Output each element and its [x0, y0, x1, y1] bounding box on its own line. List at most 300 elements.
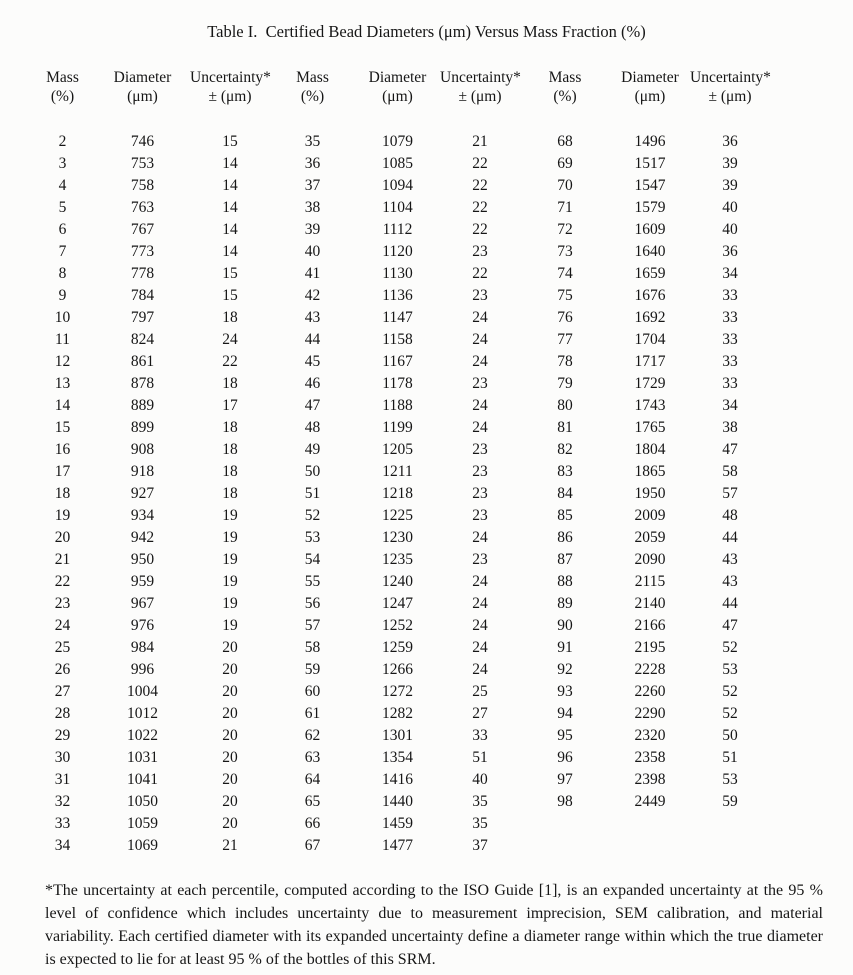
cell-diameter: 889	[130, 397, 155, 414]
cell-uncertainty: 48	[722, 507, 738, 524]
cell-mass: 2	[58, 133, 67, 150]
cell-mass: 88	[557, 573, 573, 590]
col-header-mass: Mass	[46, 69, 79, 86]
col-unit-diameter: (μm)	[127, 88, 158, 105]
cell-mass: 25	[54, 639, 71, 656]
cell-uncertainty: 20	[222, 793, 238, 810]
cell-mass: 79	[557, 375, 573, 392]
cell-uncertainty: 47	[722, 617, 738, 634]
cell-uncertainty: 59	[722, 793, 738, 810]
cell-uncertainty: 47	[722, 441, 738, 458]
cell-diameter: 1094	[382, 177, 413, 194]
cell-uncertainty: 21	[222, 837, 238, 854]
cell-diameter: 959	[130, 573, 155, 590]
cell-diameter: 1729	[634, 375, 666, 392]
cell-diameter: 773	[130, 243, 155, 260]
cell-diameter: 1004	[127, 683, 158, 700]
cell-uncertainty: 23	[472, 441, 488, 458]
col-header-mass: Mass	[296, 69, 329, 86]
col-unit-uncertainty: ± (μm)	[458, 88, 502, 105]
cell-mass: 24	[54, 617, 71, 634]
table-row	[30, 219, 770, 241]
cell-mass: 4	[58, 177, 67, 194]
cell-uncertainty: 39	[722, 155, 738, 172]
cell-uncertainty: 24	[472, 309, 488, 326]
col-unit-uncertainty: ± (μm)	[708, 88, 752, 105]
cell-uncertainty: 19	[222, 507, 238, 524]
cell-mass: 91	[557, 639, 573, 656]
cell-uncertainty: 53	[722, 771, 738, 788]
cell-uncertainty: 24	[472, 529, 488, 546]
cell-mass: 8	[58, 265, 67, 282]
cell-diameter: 1609	[634, 221, 666, 238]
cell-diameter: 1266	[382, 661, 413, 678]
cell-uncertainty: 33	[722, 287, 738, 304]
table-row	[30, 153, 770, 175]
cell-uncertainty: 18	[222, 485, 238, 502]
cell-diameter: 1259	[382, 639, 413, 656]
cell-mass: 78	[557, 353, 573, 370]
cell-diameter: 2320	[634, 727, 666, 744]
cell-diameter: 1743	[634, 397, 666, 414]
cell-uncertainty: 24	[472, 639, 488, 656]
cell-diameter: 1692	[634, 309, 666, 326]
table-row	[30, 241, 770, 263]
cell-diameter: 1147	[382, 309, 413, 326]
cell-uncertainty: 33	[722, 309, 738, 326]
cell-uncertainty: 24	[472, 661, 488, 678]
cell-diameter: 1640	[634, 243, 666, 260]
cell-uncertainty: 15	[222, 133, 238, 150]
table-row	[30, 505, 770, 527]
cell-diameter: 2090	[634, 551, 666, 568]
cell-diameter: 1136	[382, 287, 413, 304]
table-row	[30, 549, 770, 571]
cell-uncertainty: 19	[222, 573, 238, 590]
cell-uncertainty: 18	[222, 463, 238, 480]
cell-diameter: 950	[130, 551, 155, 568]
cell-mass: 45	[304, 353, 321, 370]
cell-diameter: 1496	[634, 133, 666, 150]
cell-diameter: 1717	[634, 353, 666, 370]
cell-diameter: 2115	[634, 573, 666, 590]
table-row	[30, 263, 770, 285]
cell-diameter: 1218	[382, 485, 413, 502]
cell-mass: 83	[557, 463, 573, 480]
cell-mass: 62	[304, 727, 321, 744]
cell-uncertainty: 24	[472, 419, 488, 436]
cell-mass: 98	[557, 793, 573, 810]
cell-mass: 80	[557, 397, 573, 414]
cell-mass: 48	[304, 419, 321, 436]
cell-mass: 97	[557, 771, 573, 788]
bead-diameter-table	[30, 68, 770, 857]
cell-diameter: 2358	[634, 749, 666, 766]
cell-uncertainty: 52	[722, 683, 738, 700]
cell-uncertainty: 35	[472, 815, 488, 832]
cell-diameter: 2290	[634, 705, 666, 722]
cell-mass: 43	[304, 309, 321, 326]
cell-mass: 39	[304, 221, 321, 238]
table-row	[30, 813, 770, 835]
cell-diameter: 1230	[382, 529, 413, 546]
cell-mass: 21	[54, 551, 71, 568]
table-row	[30, 769, 770, 791]
cell-diameter: 1130	[382, 265, 413, 282]
table-row	[30, 307, 770, 329]
cell-mass: 58	[304, 639, 321, 656]
table-row	[30, 703, 770, 725]
cell-mass: 60	[304, 683, 321, 700]
cell-uncertainty: 20	[222, 661, 238, 678]
cell-mass: 92	[557, 661, 573, 678]
cell-uncertainty: 23	[472, 551, 488, 568]
cell-uncertainty: 15	[222, 287, 238, 304]
cell-diameter: 778	[130, 265, 155, 282]
cell-mass: 75	[557, 287, 573, 304]
cell-mass: 33	[54, 815, 71, 832]
cell-diameter: 927	[130, 485, 155, 502]
cell-mass: 9	[58, 287, 67, 304]
cell-mass: 96	[557, 749, 573, 766]
table-row	[30, 175, 770, 197]
cell-uncertainty: 18	[222, 309, 238, 326]
cell-diameter: 1547	[634, 177, 666, 194]
table-row	[30, 791, 770, 813]
cell-uncertainty: 20	[222, 749, 238, 766]
table-row	[30, 659, 770, 681]
cell-uncertainty: 20	[222, 771, 238, 788]
cell-uncertainty: 23	[472, 485, 488, 502]
cell-mass: 10	[54, 309, 71, 326]
cell-diameter: 2009	[634, 507, 666, 524]
cell-uncertainty: 27	[472, 705, 488, 722]
cell-diameter: 942	[130, 529, 155, 546]
cell-diameter: 878	[130, 375, 155, 392]
cell-mass: 71	[557, 199, 573, 216]
cell-mass: 13	[54, 375, 71, 392]
cell-mass: 64	[304, 771, 321, 788]
cell-diameter: 746	[130, 133, 155, 150]
cell-diameter: 1031	[127, 749, 158, 766]
table-row	[30, 197, 770, 219]
cell-uncertainty: 19	[222, 551, 238, 568]
cell-uncertainty: 22	[472, 199, 488, 216]
cell-diameter: 984	[130, 639, 155, 656]
cell-diameter: 1112	[382, 221, 413, 238]
cell-mass: 26	[54, 661, 71, 678]
cell-diameter: 1188	[382, 397, 413, 414]
cell-diameter: 1240	[382, 573, 413, 590]
cell-uncertainty: 19	[222, 595, 238, 612]
cell-mass: 12	[54, 353, 71, 370]
cell-diameter: 2140	[634, 595, 666, 612]
cell-uncertainty: 24	[472, 397, 488, 414]
cell-diameter: 797	[130, 309, 155, 326]
cell-diameter: 763	[130, 199, 155, 216]
cell-uncertainty: 24	[472, 595, 488, 612]
cell-uncertainty: 17	[222, 397, 238, 414]
cell-uncertainty: 22	[472, 265, 488, 282]
cell-uncertainty: 23	[472, 287, 488, 304]
cell-diameter: 753	[130, 155, 155, 172]
cell-uncertainty: 14	[222, 155, 238, 172]
cell-mass: 59	[304, 661, 321, 678]
cell-uncertainty: 33	[722, 353, 738, 370]
cell-diameter: 1012	[127, 705, 158, 722]
cell-mass: 46	[304, 375, 321, 392]
cell-diameter: 1235	[382, 551, 413, 568]
table-row	[30, 395, 770, 417]
cell-diameter	[610, 835, 690, 857]
cell-mass: 95	[557, 727, 573, 744]
table-row	[30, 483, 770, 505]
cell-uncertainty: 35	[472, 793, 488, 810]
cell-diameter: 1354	[382, 749, 413, 766]
cell-diameter: 758	[130, 177, 155, 194]
header-row-units	[30, 87, 770, 131]
cell-diameter: 1301	[382, 727, 413, 744]
cell-uncertainty: 23	[472, 243, 488, 260]
cell-diameter: 2449	[634, 793, 666, 810]
cell-mass: 63	[304, 749, 321, 766]
cell-mass: 52	[304, 507, 321, 524]
cell-uncertainty: 22	[222, 353, 238, 370]
cell-mass: 20	[54, 529, 71, 546]
table-body	[30, 131, 770, 857]
cell-mass: 47	[304, 397, 321, 414]
cell-diameter: 1069	[127, 837, 158, 854]
cell-diameter: 934	[130, 507, 155, 524]
table-row	[30, 417, 770, 439]
cell-diameter: 1252	[382, 617, 413, 634]
table-row	[30, 593, 770, 615]
cell-mass: 38	[304, 199, 321, 216]
cell-diameter: 2195	[634, 639, 666, 656]
cell-uncertainty: 36	[722, 133, 738, 150]
cell-diameter: 1659	[634, 265, 666, 282]
cell-uncertainty: 22	[472, 155, 488, 172]
cell-diameter: 1865	[634, 463, 666, 480]
cell-diameter: 1167	[382, 353, 413, 370]
cell-diameter: 918	[130, 463, 155, 480]
cell-diameter: 1477	[382, 837, 413, 854]
cell-mass: 6	[58, 221, 67, 238]
cell-mass: 82	[557, 441, 573, 458]
cell-uncertainty: 57	[722, 485, 738, 502]
cell-mass: 30	[54, 749, 71, 766]
cell-mass: 76	[557, 309, 573, 326]
cell-mass: 3	[58, 155, 67, 172]
cell-mass: 67	[304, 837, 321, 854]
cell-diameter: 2059	[634, 529, 666, 546]
cell-uncertainty: 37	[472, 837, 488, 854]
cell-uncertainty: 51	[722, 749, 738, 766]
cell-mass: 81	[557, 419, 573, 436]
cell-diameter: 861	[130, 353, 155, 370]
cell-uncertainty: 14	[222, 177, 238, 194]
cell-uncertainty	[690, 835, 770, 857]
cell-uncertainty: 33	[722, 375, 738, 392]
table-header	[30, 68, 770, 131]
table-row	[30, 285, 770, 307]
cell-diameter: 1950	[634, 485, 666, 502]
cell-mass: 86	[557, 529, 573, 546]
cell-uncertainty: 23	[472, 375, 488, 392]
cell-uncertainty: 52	[722, 639, 738, 656]
cell-diameter: 1211	[382, 463, 413, 480]
cell-diameter: 1225	[382, 507, 413, 524]
cell-mass: 42	[304, 287, 321, 304]
table-row	[30, 373, 770, 395]
cell-mass: 44	[304, 331, 321, 348]
cell-mass: 57	[304, 617, 321, 634]
footnote: *The uncertainty at each percentile, computed according to the ISO Guide [1], is an expanded uncertainty at the 95 % level of confidence which includes uncertainty due to measurement imprecision, SEM calibration, and material variability. Each certified diameter with its expanded uncertainty define a diameter range within which the true diameter is expected to lie for at least 95 % of the bottles of this SRM.	[45, 882, 823, 968]
cell-uncertainty: 36	[722, 243, 738, 260]
cell-uncertainty: 21	[472, 133, 488, 150]
cell-uncertainty: 18	[222, 441, 238, 458]
cell-uncertainty: 34	[722, 265, 738, 282]
cell-diameter: 976	[130, 617, 155, 634]
cell-mass: 23	[54, 595, 71, 612]
cell-diameter: 1050	[127, 793, 158, 810]
cell-mass	[520, 813, 610, 835]
cell-mass: 41	[304, 265, 321, 282]
cell-mass: 54	[304, 551, 321, 568]
cell-uncertainty: 20	[222, 639, 238, 656]
cell-diameter: 1178	[382, 375, 413, 392]
cell-uncertainty: 20	[222, 705, 238, 722]
cell-diameter: 1579	[634, 199, 666, 216]
cell-mass: 69	[557, 155, 573, 172]
cell-diameter: 1517	[634, 155, 666, 172]
cell-uncertainty: 20	[222, 815, 238, 832]
cell-uncertainty: 44	[722, 595, 738, 612]
cell-mass: 7	[58, 243, 67, 260]
cell-mass	[520, 835, 610, 857]
cell-uncertainty: 18	[222, 375, 238, 392]
cell-diameter: 1704	[634, 331, 666, 348]
cell-uncertainty: 24	[472, 573, 488, 590]
cell-diameter: 1079	[382, 133, 413, 150]
cell-uncertainty: 34	[722, 397, 738, 414]
cell-uncertainty: 19	[222, 529, 238, 546]
cell-uncertainty: 33	[722, 331, 738, 348]
cell-mass: 94	[557, 705, 573, 722]
table-row	[30, 835, 770, 857]
col-unit-mass: (%)	[300, 88, 325, 105]
cell-mass: 5	[58, 199, 67, 216]
cell-mass: 34	[54, 837, 71, 854]
cell-mass: 49	[304, 441, 321, 458]
cell-uncertainty: 22	[472, 177, 488, 194]
table-row	[30, 461, 770, 483]
table-row	[30, 329, 770, 351]
cell-diameter: 1085	[382, 155, 413, 172]
cell-uncertainty: 33	[472, 727, 488, 744]
cell-diameter: 2260	[634, 683, 666, 700]
cell-uncertainty	[690, 813, 770, 835]
col-unit-mass: (%)	[50, 88, 75, 105]
cell-uncertainty: 24	[472, 331, 488, 348]
col-header-diameter: Diameter	[368, 69, 427, 86]
cell-mass: 14	[54, 397, 71, 414]
cell-mass: 35	[304, 133, 321, 150]
cell-mass: 27	[54, 683, 71, 700]
table-row	[30, 637, 770, 659]
cell-uncertainty: 15	[222, 265, 238, 282]
cell-mass: 31	[54, 771, 71, 788]
cell-mass: 89	[557, 595, 573, 612]
cell-uncertainty: 18	[222, 419, 238, 436]
cell-diameter: 1416	[382, 771, 413, 788]
header-row-labels	[30, 68, 770, 87]
cell-mass: 84	[557, 485, 573, 502]
cell-diameter: 1059	[127, 815, 158, 832]
cell-mass: 85	[557, 507, 573, 524]
col-header-uncertainty: Uncertainty*	[690, 69, 771, 86]
cell-mass: 65	[304, 793, 321, 810]
cell-diameter: 967	[130, 595, 155, 612]
cell-diameter: 996	[130, 661, 155, 678]
cell-diameter: 824	[130, 331, 155, 348]
cell-uncertainty: 51	[472, 749, 488, 766]
cell-uncertainty: 14	[222, 243, 238, 260]
cell-mass: 15	[54, 419, 71, 436]
cell-mass: 40	[304, 243, 321, 260]
cell-uncertainty: 43	[722, 551, 738, 568]
table-row	[30, 725, 770, 747]
table-row	[30, 747, 770, 769]
cell-diameter: 1205	[382, 441, 413, 458]
cell-uncertainty: 52	[722, 705, 738, 722]
cell-diameter: 1247	[382, 595, 413, 612]
col-header-diameter: Diameter	[113, 69, 172, 86]
cell-mass: 66	[304, 815, 321, 832]
cell-diameter: 767	[130, 221, 155, 238]
table-row	[30, 681, 770, 703]
cell-diameter: 899	[130, 419, 155, 436]
table-row	[30, 351, 770, 373]
table-row	[30, 615, 770, 637]
col-header-diameter: Diameter	[621, 69, 679, 86]
cell-diameter: 1804	[634, 441, 666, 458]
cell-uncertainty: 53	[722, 661, 738, 678]
table-row	[30, 131, 770, 153]
cell-diameter: 784	[130, 287, 155, 304]
cell-diameter: 1765	[634, 419, 666, 436]
table-row	[30, 571, 770, 593]
cell-mass: 90	[557, 617, 573, 634]
cell-mass: 32	[54, 793, 71, 810]
cell-uncertainty: 14	[222, 221, 238, 238]
cell-uncertainty: 50	[722, 727, 738, 744]
cell-uncertainty: 20	[222, 727, 238, 744]
col-header-uncertainty: Uncertainty*	[440, 69, 521, 86]
cell-mass: 11	[55, 331, 70, 348]
cell-mass: 36	[304, 155, 321, 172]
table-row	[30, 527, 770, 549]
cell-uncertainty: 44	[722, 529, 738, 546]
cell-diameter	[610, 813, 690, 835]
cell-mass: 50	[304, 463, 321, 480]
cell-mass: 53	[304, 529, 321, 546]
cell-mass: 29	[54, 727, 71, 744]
cell-uncertainty: 40	[722, 199, 738, 216]
cell-diameter: 1272	[382, 683, 413, 700]
cell-diameter: 1104	[382, 199, 413, 216]
cell-mass: 93	[557, 683, 573, 700]
